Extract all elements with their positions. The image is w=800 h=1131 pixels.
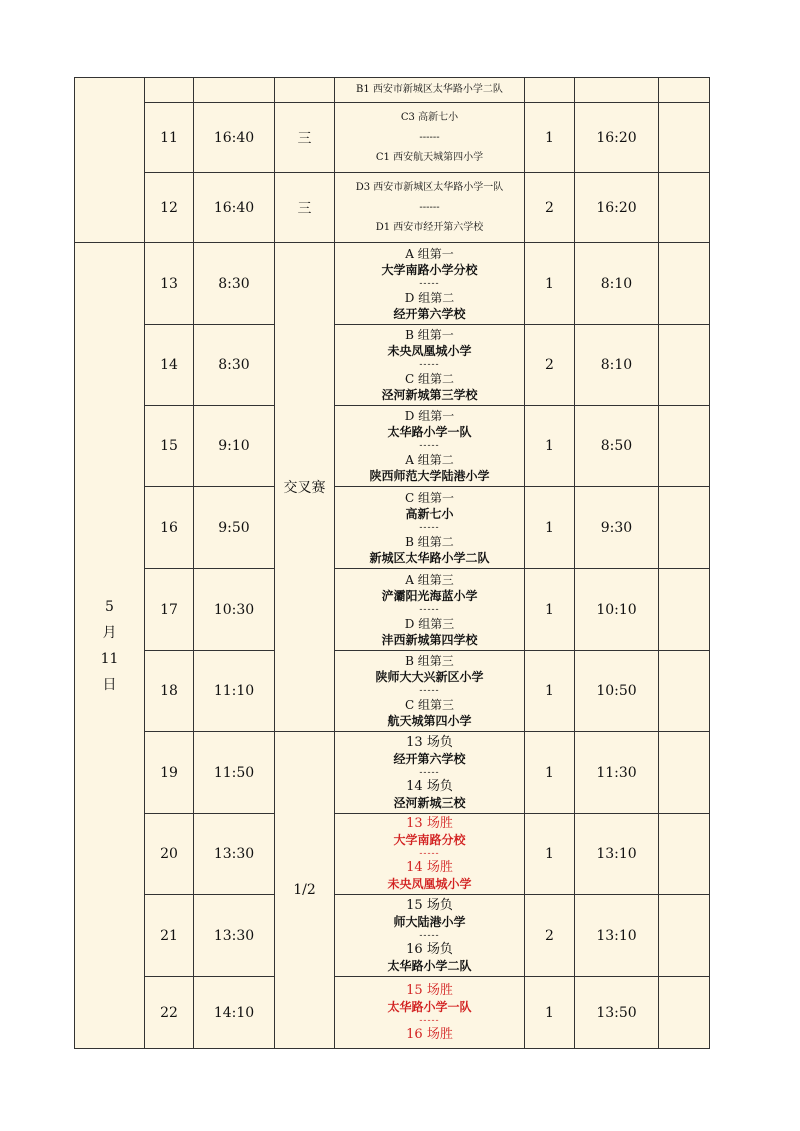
team-bottom: 太华路小学二队 bbox=[387, 958, 472, 973]
separator: ----- bbox=[419, 686, 440, 696]
court-cell: 1 bbox=[525, 651, 575, 732]
round-cell: 三 bbox=[275, 103, 335, 173]
note-cell bbox=[659, 895, 710, 977]
group-bottom: 16 场负 bbox=[406, 941, 453, 957]
match-time: 8:30 bbox=[194, 243, 275, 325]
team-bottom: C1 西安航天城第四小学 bbox=[375, 151, 484, 163]
match-cell bbox=[335, 78, 525, 103]
team-top: 师大陆港小学 bbox=[393, 914, 466, 929]
prep-time: 16:20 bbox=[575, 173, 659, 243]
team-bottom: 泾河新城第三学校 bbox=[381, 388, 478, 402]
prep-time: 8:10 bbox=[575, 243, 659, 325]
match-number: 12 bbox=[145, 173, 194, 243]
court-cell: 1 bbox=[525, 103, 575, 173]
note-cell bbox=[659, 977, 710, 1049]
match-time: 16:40 bbox=[194, 103, 275, 173]
note-cell bbox=[659, 243, 710, 325]
match-time: 10:30 bbox=[194, 569, 275, 651]
note-cell bbox=[659, 569, 710, 651]
match-number: 19 bbox=[145, 732, 194, 814]
court-cell: 1 bbox=[525, 487, 575, 569]
match-time: 14:10 bbox=[194, 977, 275, 1049]
group-top: D 组第一 bbox=[404, 409, 455, 423]
date-cell bbox=[75, 243, 145, 1049]
match-cell bbox=[335, 406, 525, 487]
match-number: 20 bbox=[145, 814, 194, 895]
note-cell bbox=[659, 651, 710, 732]
prep-time: 13:10 bbox=[575, 814, 659, 895]
prep-time: 13:50 bbox=[575, 977, 659, 1049]
match-time: 8:30 bbox=[194, 325, 275, 406]
group-top: 15 场负 bbox=[406, 897, 453, 913]
match-time: 9:50 bbox=[194, 487, 275, 569]
group-top: B 组第一 bbox=[405, 328, 454, 342]
table-row bbox=[75, 243, 710, 325]
date-month-char: 月 bbox=[102, 624, 117, 641]
match-cell bbox=[335, 651, 525, 732]
team-top: 太华路小学一队 bbox=[387, 999, 472, 1014]
group-top: 13 场负 bbox=[406, 734, 453, 750]
note-cell bbox=[659, 732, 710, 814]
match-time: 13:30 bbox=[194, 895, 275, 977]
date-month-num: 5 bbox=[105, 598, 114, 615]
match-cell bbox=[335, 487, 525, 569]
prep-time: 16:20 bbox=[575, 103, 659, 173]
group-bottom: C 组第二 bbox=[405, 372, 454, 386]
match-cell bbox=[335, 814, 525, 895]
match-number: 16 bbox=[145, 487, 194, 569]
team-top: 浐灞阳光海蓝小学 bbox=[381, 588, 478, 603]
match-number bbox=[145, 78, 194, 103]
court-cell: 2 bbox=[525, 173, 575, 243]
court-cell: 1 bbox=[525, 977, 575, 1049]
table-row bbox=[75, 78, 710, 103]
court-cell: 2 bbox=[525, 895, 575, 977]
match-time: 11:10 bbox=[194, 651, 275, 732]
match-time: 16:40 bbox=[194, 173, 275, 243]
note-cell bbox=[659, 103, 710, 173]
match-number: 18 bbox=[145, 651, 194, 732]
match-number: 11 bbox=[145, 103, 194, 173]
separator: ----- bbox=[419, 278, 440, 289]
table-row bbox=[75, 487, 710, 569]
group-bottom: 14 场负 bbox=[406, 778, 453, 794]
group-top: 13 场胜 bbox=[406, 816, 453, 831]
schedule-table bbox=[74, 77, 710, 1049]
group-bottom: D 组第二 bbox=[404, 290, 455, 305]
separator: ----- bbox=[419, 767, 440, 778]
match-time bbox=[194, 78, 275, 103]
team-bottom: 经开第六学校 bbox=[393, 306, 466, 321]
team-top: 太华路小学一队 bbox=[387, 425, 472, 439]
group-bottom: C 组第三 bbox=[405, 698, 454, 712]
court-cell: 1 bbox=[525, 814, 575, 895]
match-number: 17 bbox=[145, 569, 194, 651]
table-row bbox=[75, 406, 710, 487]
court-cell: 2 bbox=[525, 325, 575, 406]
note-cell bbox=[659, 406, 710, 487]
table-row bbox=[75, 325, 710, 406]
date-cell-prev bbox=[75, 78, 145, 243]
match-time: 9:10 bbox=[194, 406, 275, 487]
separator: ------ bbox=[419, 131, 440, 143]
court-cell: 1 bbox=[525, 732, 575, 814]
table-row bbox=[75, 103, 710, 173]
team-top: 未央凤凰城小学 bbox=[387, 344, 472, 358]
team-bottom: 沣西新城第四学校 bbox=[381, 632, 478, 647]
date-day-char: 日 bbox=[102, 676, 117, 693]
match-number: 14 bbox=[145, 325, 194, 406]
team-bottom: 航天城第四小学 bbox=[387, 714, 472, 728]
prep-time: 11:30 bbox=[575, 732, 659, 814]
table-row bbox=[75, 173, 710, 243]
prep-time: 9:30 bbox=[575, 487, 659, 569]
note-cell bbox=[659, 814, 710, 895]
team-top: 经开第六学校 bbox=[393, 751, 466, 766]
court-cell: 1 bbox=[525, 406, 575, 487]
match-cell bbox=[335, 732, 525, 814]
match-cell bbox=[335, 103, 525, 173]
match-cell bbox=[335, 325, 525, 406]
match-number: 15 bbox=[145, 406, 194, 487]
group-bottom: D 组第三 bbox=[404, 616, 455, 631]
court-cell bbox=[525, 78, 575, 103]
group-top: 15 场胜 bbox=[406, 982, 453, 998]
group-top: A 组第一 bbox=[405, 246, 454, 261]
note-cell bbox=[659, 325, 710, 406]
match-number: 21 bbox=[145, 895, 194, 977]
group-bottom: 16 场胜 bbox=[406, 1026, 453, 1042]
date-day-num: 11 bbox=[100, 650, 119, 667]
team-bottom: D1 西安市经开第六学校 bbox=[375, 221, 484, 233]
separator: ----- bbox=[419, 604, 440, 615]
match-time: 11:50 bbox=[194, 732, 275, 814]
team-top: 大学南路分校 bbox=[393, 833, 466, 847]
stage-semi: 1/2 bbox=[275, 732, 335, 1049]
team-top: C3 高新七小 bbox=[400, 111, 459, 123]
group-bottom: 14 场胜 bbox=[406, 860, 453, 875]
round-cell bbox=[275, 78, 335, 103]
team-top: 高新七小 bbox=[405, 506, 454, 521]
table-row bbox=[75, 895, 710, 977]
round-cell: 三 bbox=[275, 173, 335, 243]
team-top: B1 西安市新城区太华路小学二队 bbox=[356, 84, 503, 95]
group-top: A 组第三 bbox=[405, 572, 454, 587]
group-bottom: A 组第二 bbox=[405, 453, 454, 467]
team-bottom: 未央凤凰城小学 bbox=[387, 877, 472, 891]
prep-time: 8:10 bbox=[575, 325, 659, 406]
group-top: B 组第三 bbox=[405, 654, 454, 668]
table-row bbox=[75, 814, 710, 895]
prep-time: 13:10 bbox=[575, 895, 659, 977]
match-time: 13:30 bbox=[194, 814, 275, 895]
match-cell bbox=[335, 569, 525, 651]
team-top: 大学南路小学分校 bbox=[381, 262, 478, 277]
table-row bbox=[75, 569, 710, 651]
team-bottom: 泾河新城三校 bbox=[393, 795, 466, 810]
match-number: 13 bbox=[145, 243, 194, 325]
note-cell bbox=[659, 173, 710, 243]
match-number: 22 bbox=[145, 977, 194, 1049]
match-cell bbox=[335, 895, 525, 977]
stage-cross: 交叉赛 bbox=[275, 243, 335, 732]
match-cell bbox=[335, 243, 525, 325]
team-top: 陕师大大兴新区小学 bbox=[375, 670, 484, 684]
prep-time: 8:50 bbox=[575, 406, 659, 487]
court-cell: 1 bbox=[525, 569, 575, 651]
match-cell bbox=[335, 977, 525, 1049]
team-bottom: 陕西师范大学陆港小学 bbox=[369, 469, 490, 483]
separator: ----- bbox=[419, 1015, 440, 1026]
group-bottom: B 组第二 bbox=[405, 534, 454, 549]
team-bottom: 新城区太华路小学二队 bbox=[369, 550, 490, 565]
table-row bbox=[75, 977, 710, 1049]
prep-time bbox=[575, 78, 659, 103]
note-cell bbox=[659, 487, 710, 569]
separator: ----- bbox=[419, 849, 440, 859]
table-row bbox=[75, 651, 710, 732]
group-top: C 组第一 bbox=[405, 490, 454, 505]
court-cell: 1 bbox=[525, 243, 575, 325]
separator: ----- bbox=[419, 360, 440, 370]
separator: ----- bbox=[419, 522, 440, 533]
note-cell bbox=[659, 78, 710, 103]
team-top: D3 西安市新城区太华路小学一队 bbox=[355, 181, 504, 193]
separator: ----- bbox=[419, 441, 440, 451]
separator: ----- bbox=[419, 930, 440, 941]
table-row bbox=[75, 732, 710, 814]
match-cell bbox=[335, 173, 525, 243]
separator: ------ bbox=[419, 201, 440, 213]
prep-time: 10:50 bbox=[575, 651, 659, 732]
prep-time: 10:10 bbox=[575, 569, 659, 651]
